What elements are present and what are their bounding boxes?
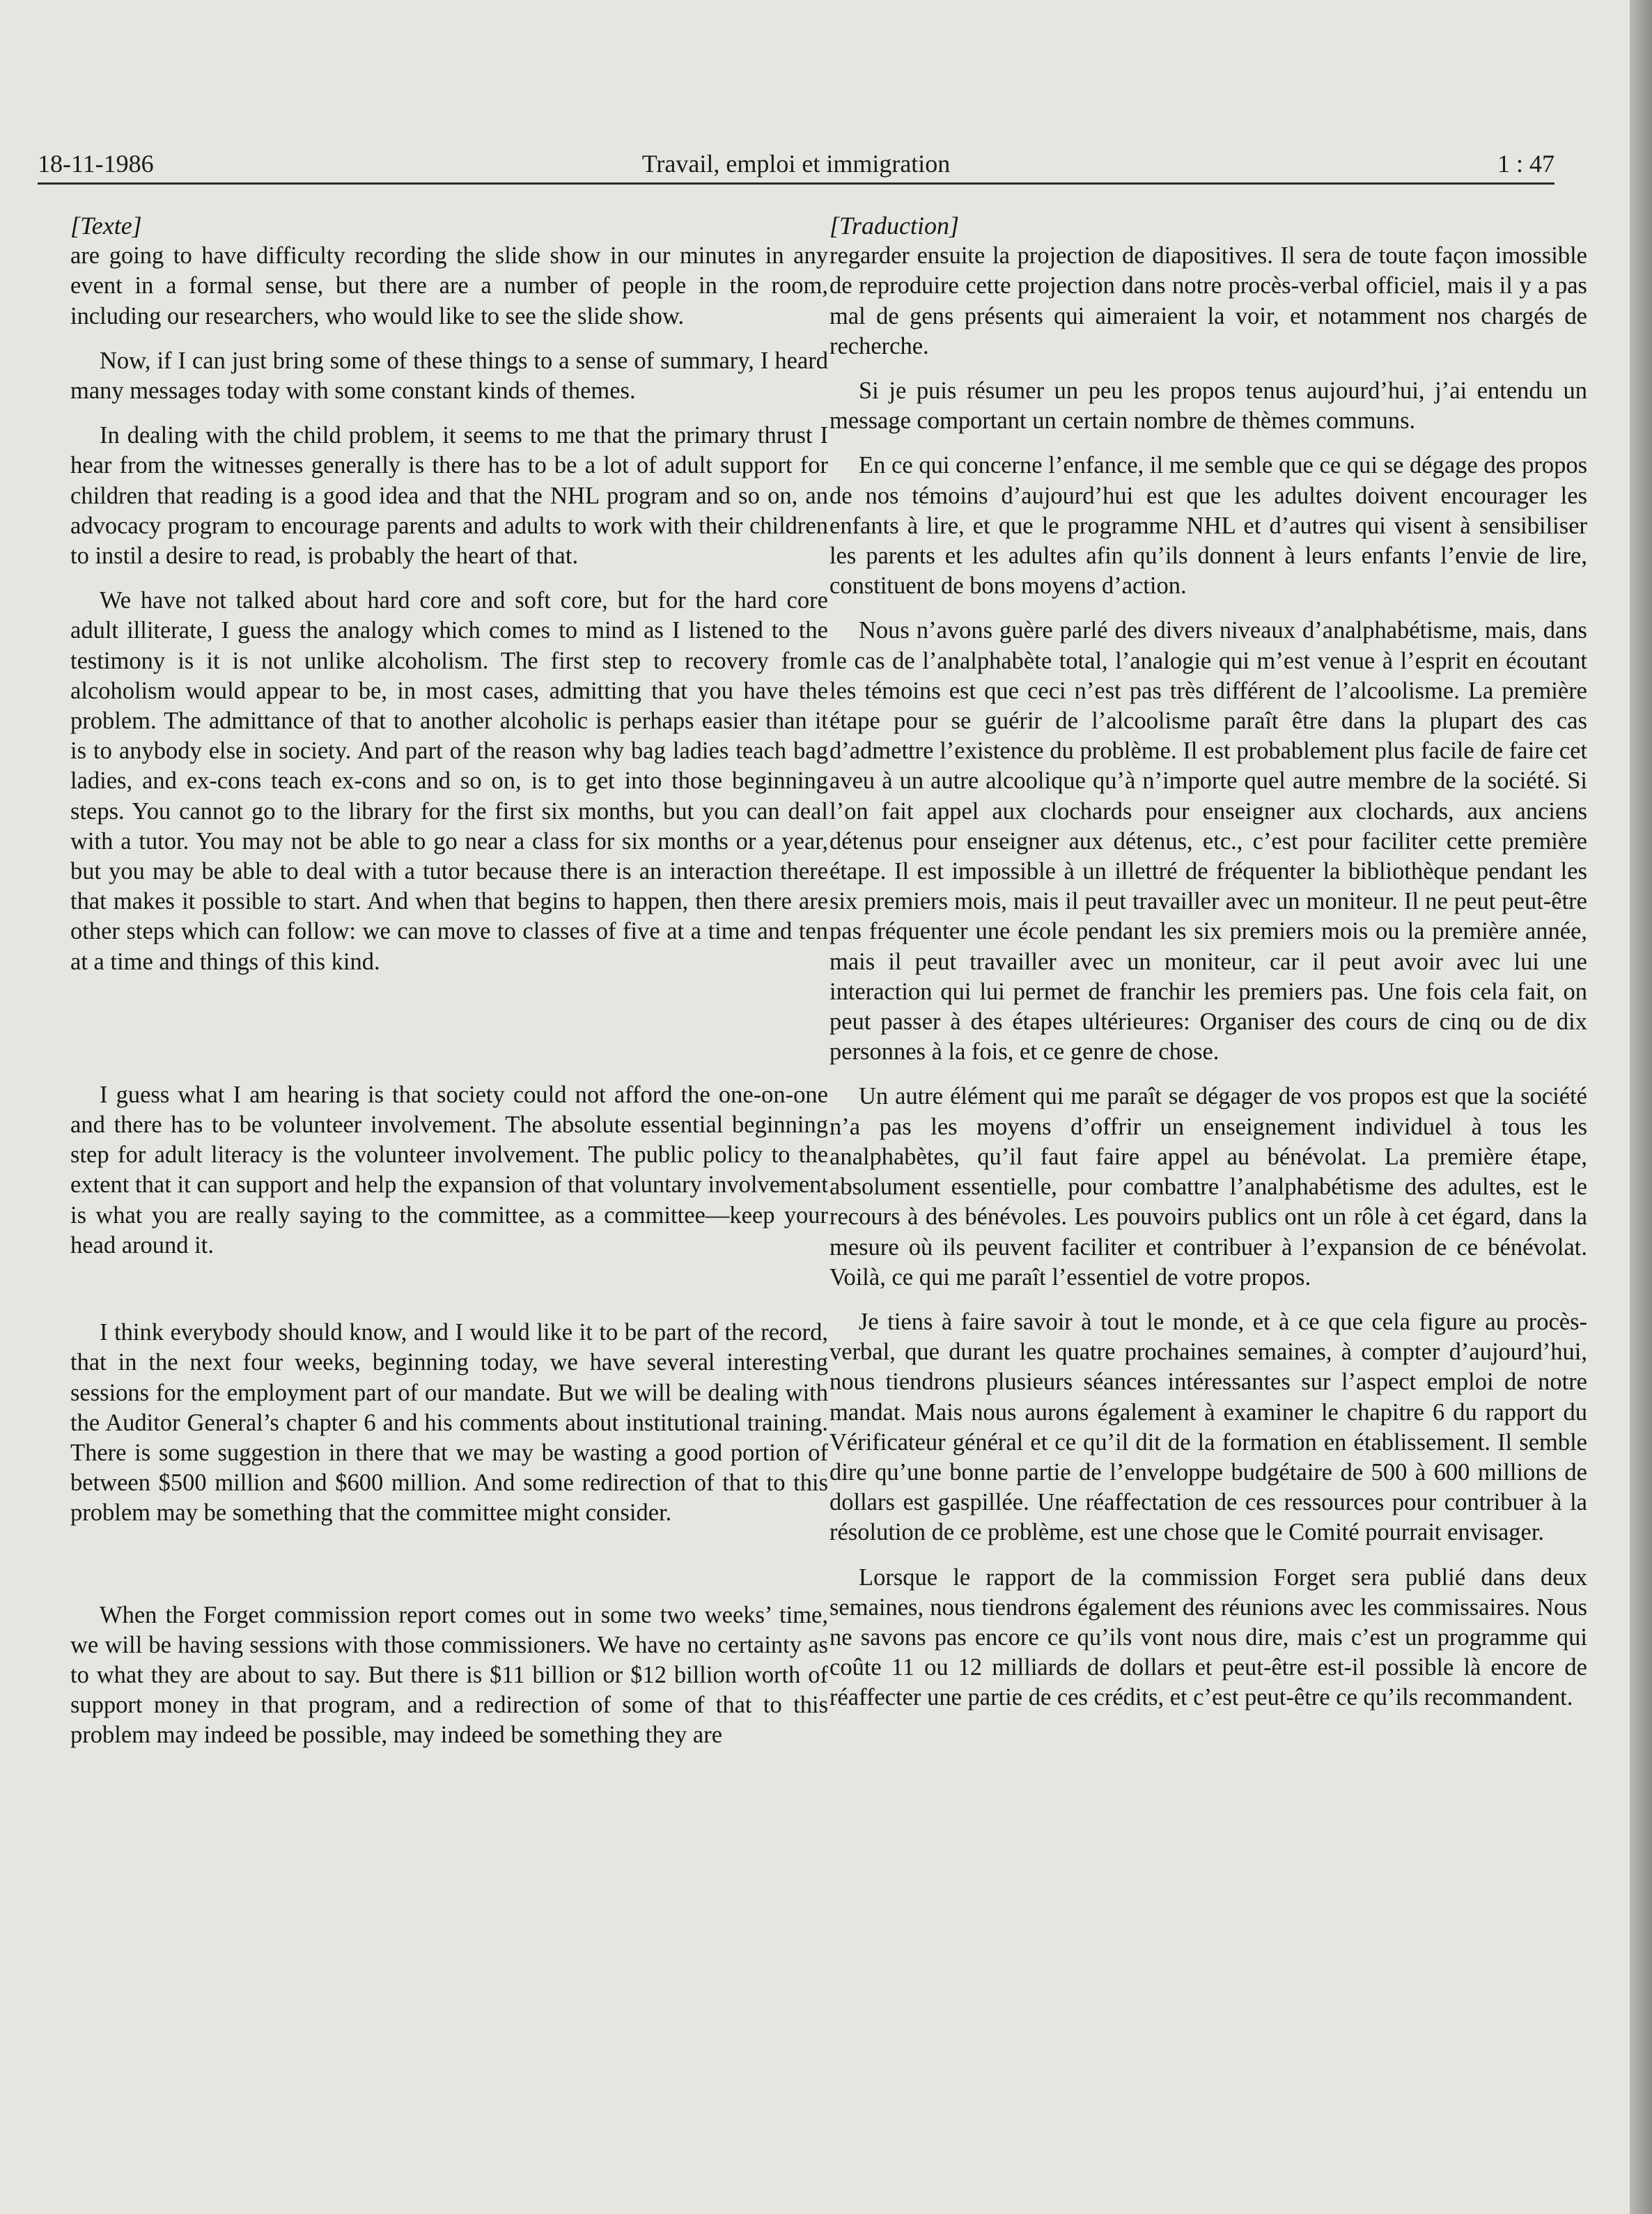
header-date: 18-11-1986 [38, 150, 154, 178]
paragraph: Si je puis résumer un peu les propos tenus aujourd’hui, j’ai entendu un message comportant un certain nombre de thèmes communs. [829, 377, 1587, 435]
page-header [38, 143, 1554, 182]
paragraph: When the Forget commission report comes out in some two weeks’ time, we will be having sessions with those commissioners. We have no certainty as to what they are about to say. But there is $11 billion or $12 billion worth of support money in that program, and a redirection of some of that to this problem may indeed be possible, may indeed be something they are [70, 1601, 828, 1749]
label-bracket-open: [ [829, 212, 840, 240]
paragraph: Now, if I can just bring some of these things to a sense of summary, I heard many messages today with some constant kinds of themes. [70, 347, 828, 405]
header-page-number: 1 : 47 [1497, 150, 1554, 178]
paragraph: are going to have difficulty recording the slide show in our minutes in any event in a formal sense, but there are a number of people in the room, including our researchers, who would like to see the slide show. [70, 242, 828, 329]
paragraph: We have not talked about hard core and soft core, but for the hard core adult illiterate, I guess the analogy which comes to mind as I listened to the testimony is it is not unlike alcoholism. The first step to recovery from alcoholism would appear to be, in most cases, admitting that you have the problem. The admittance of that to another alcoholic is perhaps easier than it is to anybody else in society. And part of the reason why bag ladies teach bag ladies, and ex-cons teach ex-cons and so on, is to get into those beginning steps. You cannot go to the library for the first six months, but you can deal with a tutor. You may not be able to go near a class for six months or a year, but you may be able to deal with a tutor because there is an interaction there that makes it possible to start. And when that begins to happen, then there are other steps which can follow: we can move to classes of five at a time and ten at a time and things of this kind. [70, 587, 828, 975]
paragraph: regarder ensuite la projection de diapositives. Il sera de toute façon imossible de reproduire cette projection dans notre procès-verbal officiel, mais il y a pas mal de gens présents qui aimeraient la voir, et notamment nos chargés de recherche. [829, 242, 1587, 359]
paragraph: I think everybody should know, and I would like it to be part of the record, that in the next four weeks, beginning today, we have several interesting sessions for the employment part of our mandate. But we will be dealing with the Auditor General’s chapter 6 and his comments about institutional training. There is some suggestion in there that we may be wasting a good portion of between $500 million and $600 million. And some redirection of that to this problem may be something that the committee might consider. [70, 1319, 828, 1527]
paragraph: En ce qui concerne l’enfance, il me semble que ce qui se dégage des propos de nos témoins d’aujourd’hui est que les adultes doivent encourager les enfants à lire, et que le programme NHL et d’autres qui visent à sensibiliser les parents et les adultes afin qu’ils donnent à leurs enfants l’envie de lire, constituent de bons moyens d’action. [829, 452, 1587, 600]
label-bracket-close: ] [949, 212, 960, 240]
label-text: Traduction [839, 212, 950, 240]
header-rule [38, 182, 1554, 185]
paragraph: Un autre élément qui me paraît se dégager de vos propos est que la société n’a pas les moyens d’offrir un enseignement individuel à tous les analphabètes, qu’il faut faire appel au bénévolat. La première étape, absolument essentielle, pour combattre l’analphabétisme des adultes, est le recours à des bénévoles. Les pouvoirs publics ont un rôle à cet égard, dans la mesure où ils peuvent faciliter et contribuer à l’expansion de ce bénévolat. Voilà, ce qui me paraît l’essentiel de votre propos. [829, 1083, 1587, 1291]
paragraph: Nous n’avons guère parlé des divers niveaux d’analphabétisme, mais, dans le cas de l’analphabète total, l’analogie qui m’est venue à l’esprit en écoutant les témoins est que ceci n’est pas très différent de l’alcoolisme. La première étape pour se guérir de l’alcoolisme paraît être dans la plupart des cas d’admettre l’existence du problème. Il est probablement plus facile de faire cet aveu à un autre alcoolique qu’à n’importe quel autre membre de la société. Si l’on fait appel aux clochards pour enseigner aux clochards, aux anciens détenus pour enseigner aux détenus, etc., c’est pour faciliter cette première étape. Il est impossible à un illettré de fréquenter la bibliothèque pendant les six premiers mois, mais il peut travailler avec un moniteur. Il ne peut peut-être pas fréquenter une école pendant les six premiers mois ou la première année, mais il peut travailler avec un moniteur, car il peut avoir avec lui une interaction qui lui permet de franchir les premiers pas. Une fois cela fait, on peut passer à des étapes ultérieures: Organiser des cours de cinq ou de dix personnes à la fois, et ce genre de chose. [829, 617, 1587, 1066]
header-title: Travail, emploi et immigration [641, 150, 951, 178]
label-bracket-close: ] [132, 212, 142, 240]
label-bracket-open: [ [70, 212, 81, 240]
column-label [829, 211, 1587, 241]
column-label [70, 211, 828, 241]
paragraph: I guess what I am hearing is that society could not afford the one-on-one and there has to be volunteer involvement. The absolute essential beginning step for adult literacy is the volunteer involvement. The public policy to the extent that it can support and help the expansion of that voluntary involvement is what you are really saying to the committee, as a committee—keep your head around it. [70, 1081, 828, 1258]
paragraph: Lorsque le rapport de la commission Forget sera publié dans deux semaines, nous tiendrons également des réunions avec les commissaires. Nous ne savons pas encore ce qu’ils vont nous dire, mais c’est un programme qui coûte 11 ou 12 milliards de dollars et peut-être est-il possible là encore de réaffecter une partie de ces crédits, et c’est peut-être ce qu’ils recommandent. [829, 1564, 1587, 1711]
english-column [70, 211, 828, 1751]
paragraph: Je tiens à faire savoir à tout le monde, et à ce que cela figure au procès-verbal, que durant les quatre prochaines semaines, à compter d’aujourd’hui, nous tiendrons plusieurs séances intéressantes sur l’aspect emploi de notre mandat. Mais nous aurons également à examiner le chapitre 6 du rapport du Vérificateur général et ce qu’il dit de la formation en établissement. Il semble dire qu’une bonne partie de l’enveloppe budgétaire de 500 à 600 millions de dollars est gaspillée. Une réaffectation de ces ressources pour contribuer à la résolution de ce problème, est une chose que le Comité pourrait envisager. [829, 1308, 1587, 1546]
page-edge [1630, 0, 1652, 2214]
french-column [829, 211, 1587, 1713]
label-text: Texte [80, 212, 132, 240]
paragraph: In dealing with the child problem, it seems to me that the primary thrust I hear from the witnesses generally is there has to be a lot of adult support for children that reading is a good idea and that the NHL program and so on, an advocacy program to encourage parents and adults to work with their children to instil a desire to read, is probably the heart of that. [70, 422, 828, 570]
